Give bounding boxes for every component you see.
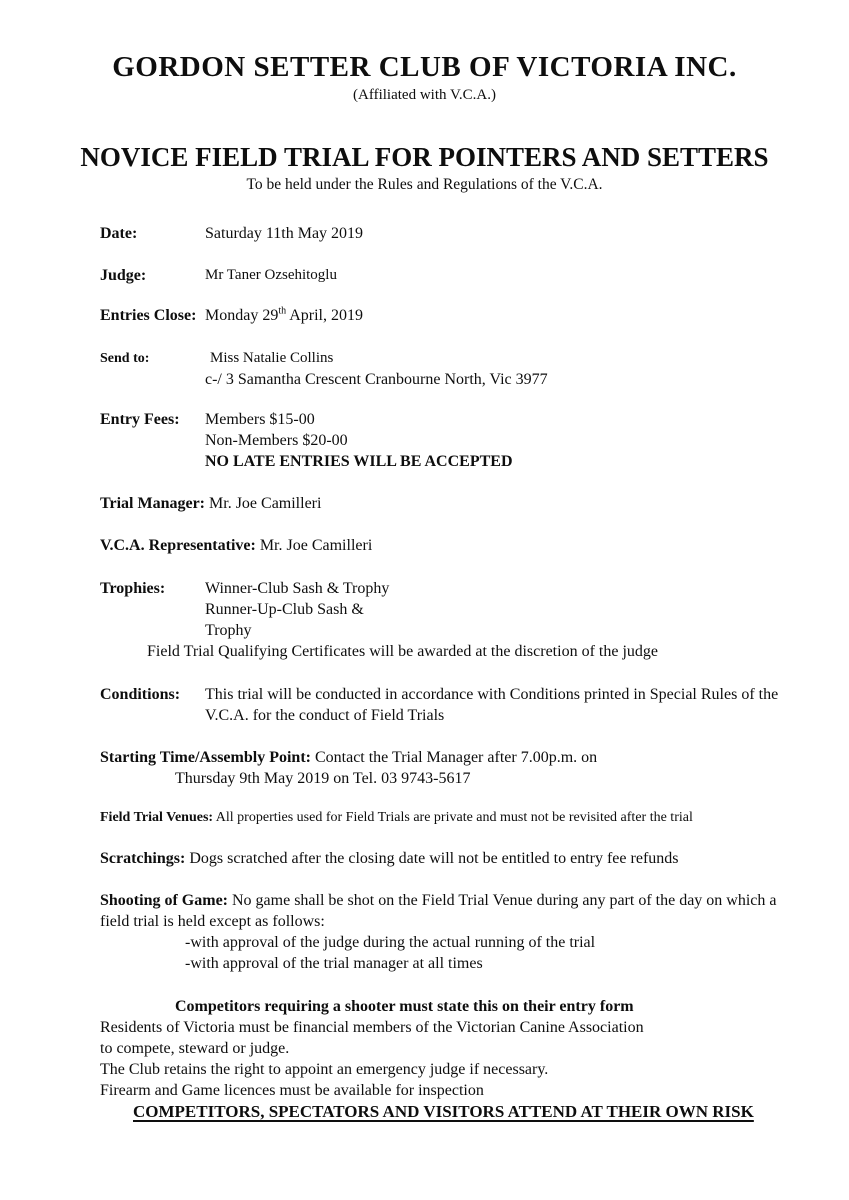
send-to-address: c-/ 3 Samantha Crescent Cranbourne North, Vic 3977 [205,371,548,388]
starting-time-value: Contact the Trial Manager after 7.00p.m. on [314,749,598,766]
footer-line-residents: Residents of Victoria must be financial members of the Victorian Canine Association [100,1019,644,1036]
vca-representative-row [100,535,797,556]
scratchings-label: Scratchings: [100,850,186,867]
entry-fees-label: Entry Fees: [100,411,180,428]
footer-line-emergency-judge: The Club retains the right to appoint an emergency judge if necessary. [100,1061,549,1078]
shooting-value: No game shall be shot on the Field Trial Venue during any part of the day on which a field trial is held except as follows: [100,892,777,930]
send-to-row [100,348,797,390]
starting-time-label: Starting Time/Assembly Point: [100,749,311,766]
risk-notice: COMPETITORS, SPECTATORS AND VISITORS ATTEND AT THEIR OWN RISK [133,1102,754,1121]
venues-label: Field Trial Venues: [100,810,214,825]
entry-fees-row [100,409,797,472]
scratchings-value: Dogs scratched after the closing date will not be entitled to entry fee refunds [189,850,679,867]
shooting-bullet-judge: -with approval of the judge during the actual running of the trial [185,934,596,951]
starting-time-row [100,747,797,789]
no-late-entries-notice: NO LATE ENTRIES WILL BE ACCEPTED [205,453,513,470]
shooting-row [100,890,797,974]
shooting-paragraph [100,890,797,932]
entries-close-value: Monday 29th April, 2019 [205,305,363,324]
shooting-bullet-manager: -with approval of the trial manager at all times [185,955,483,972]
conditions-value: This trial will be conducted in accordance with Conditions printed in Special Rules of the V.C.A. for the conduct of Field Trials [205,686,779,724]
trial-manager-row [100,493,797,514]
trophies-row [100,578,797,641]
entries-close-label: Entries Close: [100,307,197,324]
trial-manager-value: Mr. Joe Camilleri [209,495,322,512]
trophies-value [205,578,389,641]
shooter-note: Competitors requiring a shooter must state this on their entry form [175,998,634,1015]
vca-representative-value: Mr. Joe Camilleri [259,537,373,554]
ordinal-superscript: th [278,305,287,317]
footer-line-licences: Firearm and Game licences must be available for inspection [100,1082,484,1099]
trophy-runnerup-cont: Trophy [205,622,252,639]
date-label: Date: [100,225,138,242]
vca-representative-label: V.C.A. Representative: [100,537,256,554]
scratchings-row [100,848,797,869]
trophy-winner: Winner-Club Sash & Trophy [205,580,390,597]
entry-fees-value [205,409,513,472]
venues-value: All properties used for Field Trials are private and must not be revisited after the trial [215,810,693,825]
event-subtitle: To be held under the Rules and Regulations of the V.C.A. [246,176,603,193]
affiliation-subtitle: (Affiliated with V.C.A.) [353,87,496,103]
trophy-runnerup: Runner-Up-Club Sash & [205,601,364,618]
send-to-name: Miss Natalie Collins [210,350,334,366]
qualifying-note: Field Trial Qualifying Certificates will be awarded at the discretion of the judge [147,643,658,660]
event-title: NOVICE FIELD TRIAL FOR POINTERS AND SETTERS [80,142,769,172]
starting-time-line2: Thursday 9th May 2019 on Tel. 03 9743-5617 [175,770,471,787]
date-row [100,223,797,244]
trophies-label: Trophies: [100,580,166,597]
document-body [100,223,797,1122]
judge-value: Mr Taner Ozsehitoglu [205,267,337,283]
conditions-row [100,684,797,726]
send-to-value [205,348,548,390]
shooting-label: Shooting of Game: [100,892,228,909]
date-value: Saturday 11th May 2019 [205,225,364,242]
entry-fees-members: Members $15-00 [205,411,315,428]
entry-fees-nonmembers: Non-Members $20-00 [205,432,348,449]
footer-line-compete: to compete, steward or judge. [100,1040,290,1057]
club-title: GORDON SETTER CLUB OF VICTORIA INC. [112,51,737,83]
venues-row [100,808,797,827]
judge-label: Judge: [100,267,147,284]
conditions-label: Conditions: [100,686,181,703]
trial-manager-label: Trial Manager: [100,495,206,512]
send-to-label: Send to: [100,351,150,366]
judge-row [100,265,797,286]
entries-close-row [100,305,797,326]
